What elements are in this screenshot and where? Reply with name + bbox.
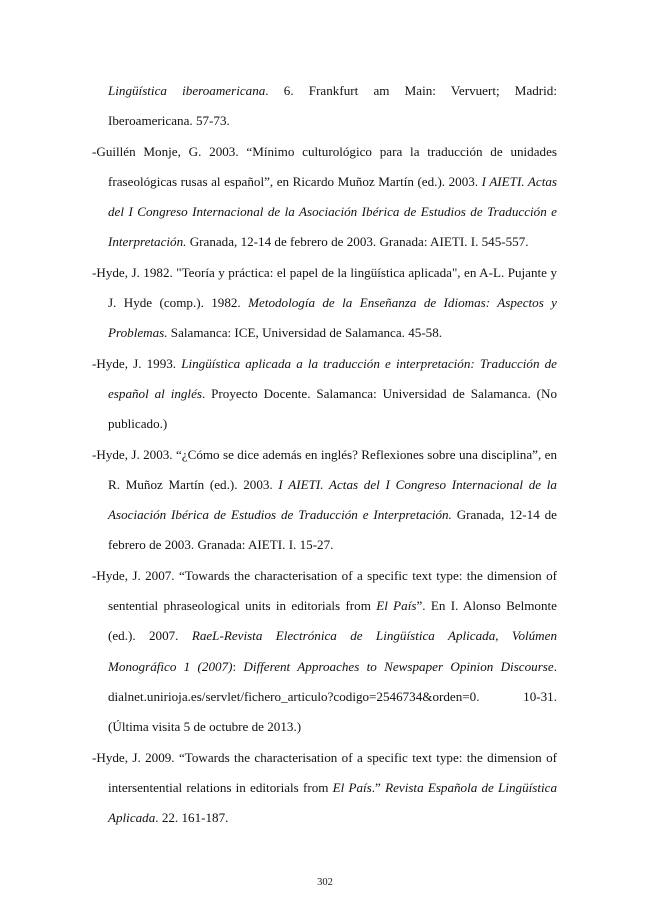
reference-text: . 22. 161-187. <box>155 810 229 826</box>
italic-title-text: El País <box>376 598 417 614</box>
reference-entry-hyde-1982 <box>92 258 557 349</box>
reference-text: ”. En I. Alonso Belmonte (ed.). 2007. <box>108 598 557 644</box>
reference-text: -Hyde, J. 1993. <box>92 355 182 371</box>
reference-text: Salamanca: ICE, Universidad de Salamanca. 45-58. <box>167 325 443 341</box>
italic-title-text: I AIETI. Actas del I Congreso Internacional de la Asociación Ibérica de Estudios de Traducción e Interpretación. <box>108 173 557 250</box>
page-number: 302 <box>317 877 333 888</box>
italic-title-text: Metodología de la Enseñanza de Idiomas: Aspectos y Problemas. <box>108 295 557 341</box>
reference-entry-hyde-1993 <box>92 349 557 440</box>
italic-title-text: I AIETI. Actas del I Congreso Internacional de la Asociación Ibérica de Estudios de Traducción e Interpretación. <box>108 476 557 523</box>
reference-text: . dialnet.unirioja.es/servlet/fichero_articulo?codigo=2546734&orden=0. 10-31. (Última visita 5 de octubre de 2013.) <box>108 658 557 735</box>
reference-text: -Hyde, J. 1982. "Teoría y práctica: el papel de la lingüística aplicada", en A-L. Pujante y J. Hyde (comp.). 1982. <box>92 264 557 311</box>
reference-text: Granada, 12-14 de febrero de 2003. Granada: AIETI. I. 15-27. <box>108 507 557 553</box>
reference-text: . 6. Frankfurt am Main: Vervuert; Madrid: Iberoamericana. 57-73. <box>108 83 557 129</box>
italic-title-text: Lingüística iberoamericana <box>108 83 266 98</box>
italic-title-text: Lingüística aplicada a la traducción e interpretación: Traducción de español al inglés <box>108 355 557 401</box>
bibliography-list <box>92 76 557 833</box>
reference-entry-hyde-2007 <box>92 561 557 743</box>
reference-text: -Hyde, J. 2003. “¿Cómo se dice además en inglés? Reflexiones sobre una disciplina”, en R. Muñoz Martín (ed.). 2003. <box>92 446 557 492</box>
italic-title-text: Different Approaches to Newspaper Opinion Discourse <box>243 658 554 674</box>
italic-title-text: El País <box>332 779 372 795</box>
italic-title-text: Revista Española de Lingüística Aplicada <box>108 779 557 826</box>
reference-text: -Hyde, J. 2009. “Towards the characterisation of a specific text type: the dimension of intersentential relations in editorials from <box>92 749 557 795</box>
reference-text: : <box>232 658 244 674</box>
reference-entry-continuation <box>92 76 557 137</box>
reference-text: .” <box>371 779 386 795</box>
reference-text: -Hyde, J. 2007. “Towards the characterisation of a specific text type: the dimension of sentential phraseological units in editorials from <box>92 567 557 614</box>
reference-text: -Guillén Monje, G. 2003. “Mínimo culturológico para la traducción de unidades fraseológicas rusas al español”, en Ricardo Muñoz Martín (ed.). 2003. <box>92 143 557 189</box>
reference-entry-hyde-2009 <box>92 743 557 834</box>
reference-text: Granada, 12-14 de febrero de 2003. Granada: AIETI. I. 545-557. <box>186 234 529 250</box>
reference-text: . Proyecto Docente. Salamanca: Universidad de Salamanca. (No publicado.) <box>108 385 557 432</box>
italic-title-text: RaeL-Revista Electrónica de Lingüística Aplicada, Volúmen Monográfico 1 (2007) <box>108 628 557 674</box>
reference-entry-hyde-2003 <box>92 440 557 561</box>
reference-entry-guillen-2003 <box>92 137 557 258</box>
